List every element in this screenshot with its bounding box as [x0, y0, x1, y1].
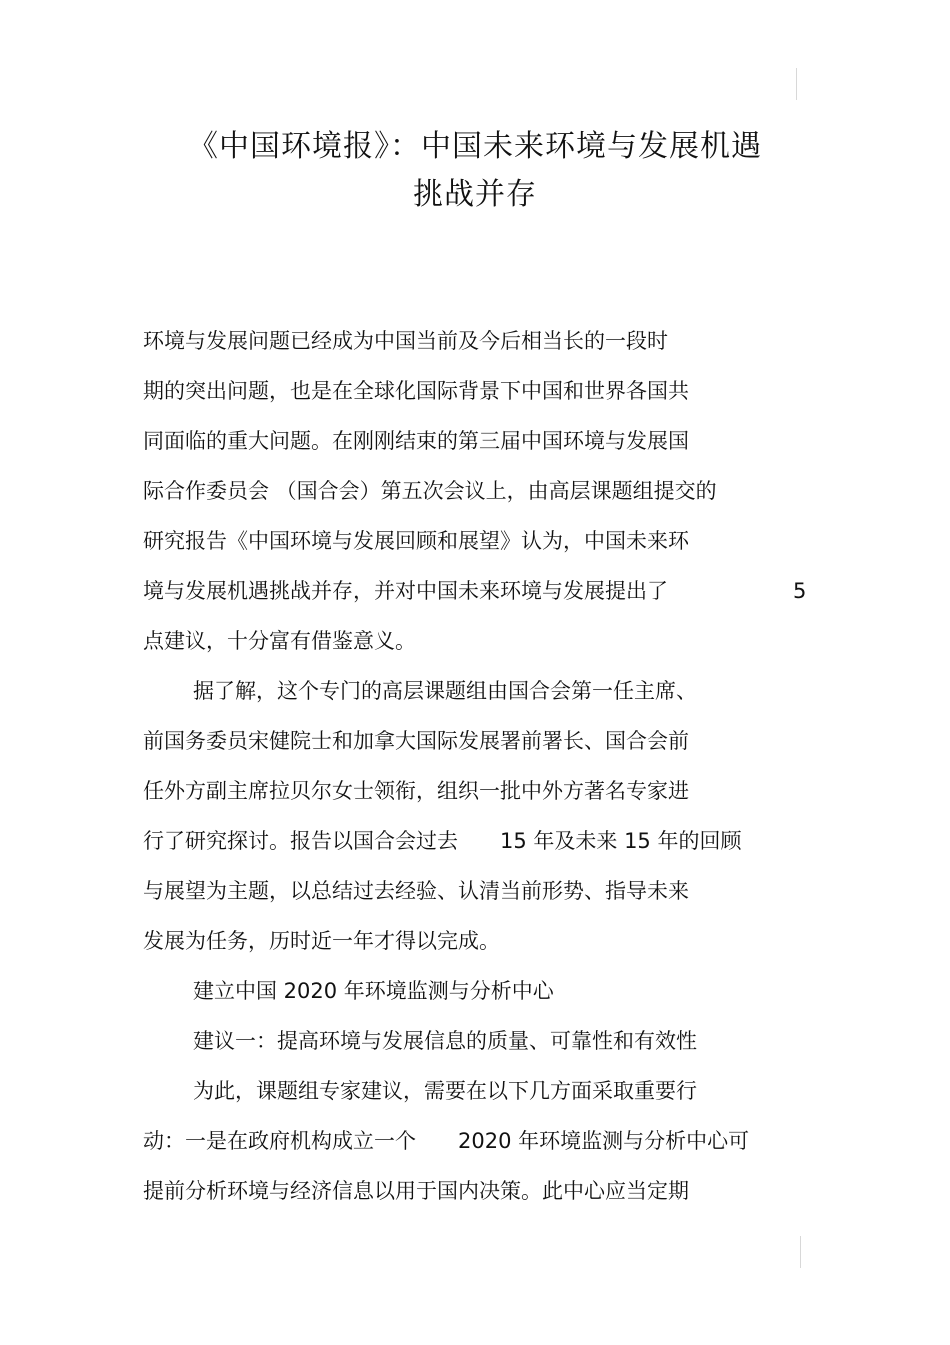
- paragraph-line: 前国务委员宋健院士和加拿大国际发展署前署长、国合会前: [143, 729, 689, 753]
- page-corner-mark-bottom: [800, 1236, 801, 1268]
- paragraph-line: 发展为任务，历时近一年才得以完成。: [143, 929, 500, 953]
- paragraph-line: 为此，课题组专家建议，需要在以下几方面采取重要行: [193, 1079, 697, 1103]
- page-corner-mark-top: [796, 68, 797, 100]
- paragraph-line: 行了研究探讨。报告以国合会过去 15 年及未来 15 年的回顾: [143, 829, 742, 853]
- paragraph-line: 点建议，十分富有借鉴意义。: [143, 629, 416, 653]
- paragraph-line: 境与发展机遇挑战并存，并对中国未来环境与发展提出了: [143, 579, 668, 603]
- title-line-1: 《中国环境报》：中国未来环境与发展机遇: [188, 129, 762, 164]
- paragraph-line: 与展望为主题，以总结过去经验、认清当前形势、指导未来: [143, 879, 689, 903]
- paragraph-line: 据了解，这个专门的高层课题组由国合会第一任主席、: [193, 679, 697, 703]
- paragraph-line: 期的突出问题，也是在全球化国际背景下中国和世界各国共: [143, 379, 689, 403]
- document-title: [0, 123, 950, 219]
- paragraph-line: 提前分析环境与经济信息以用于国内决策。此中心应当定期: [143, 1179, 689, 1203]
- paragraph-line: 环境与发展问题已经成为中国当前及今后相当长的一段时: [143, 329, 668, 353]
- title-line-2: 挑战并存: [413, 177, 537, 212]
- paragraph-line: 同面临的重大问题。在刚刚结束的第三届中国环境与发展国: [143, 429, 689, 453]
- section-heading: 建立中国 2020 年环境监测与分析中心: [193, 979, 554, 1003]
- paragraph-line: 动：一是在政府机构成立一个 2020 年环境监测与分析中心可: [143, 1129, 750, 1153]
- paragraph-line: 任外方副主席拉贝尔女士领衔，组织一批中外方著名专家进: [143, 779, 689, 803]
- recommendation-heading: 建议一：提高环境与发展信息的质量、可靠性和有效性: [193, 1029, 697, 1053]
- recommendation-count: 5: [793, 579, 807, 603]
- paragraph-line: 际合作委员会 （国合会）第五次会议上，由高层课题组提交的: [143, 479, 717, 503]
- paragraph-line: 研究报告《中国环境与发展回顾和展望》认为，中国未来环: [143, 529, 689, 553]
